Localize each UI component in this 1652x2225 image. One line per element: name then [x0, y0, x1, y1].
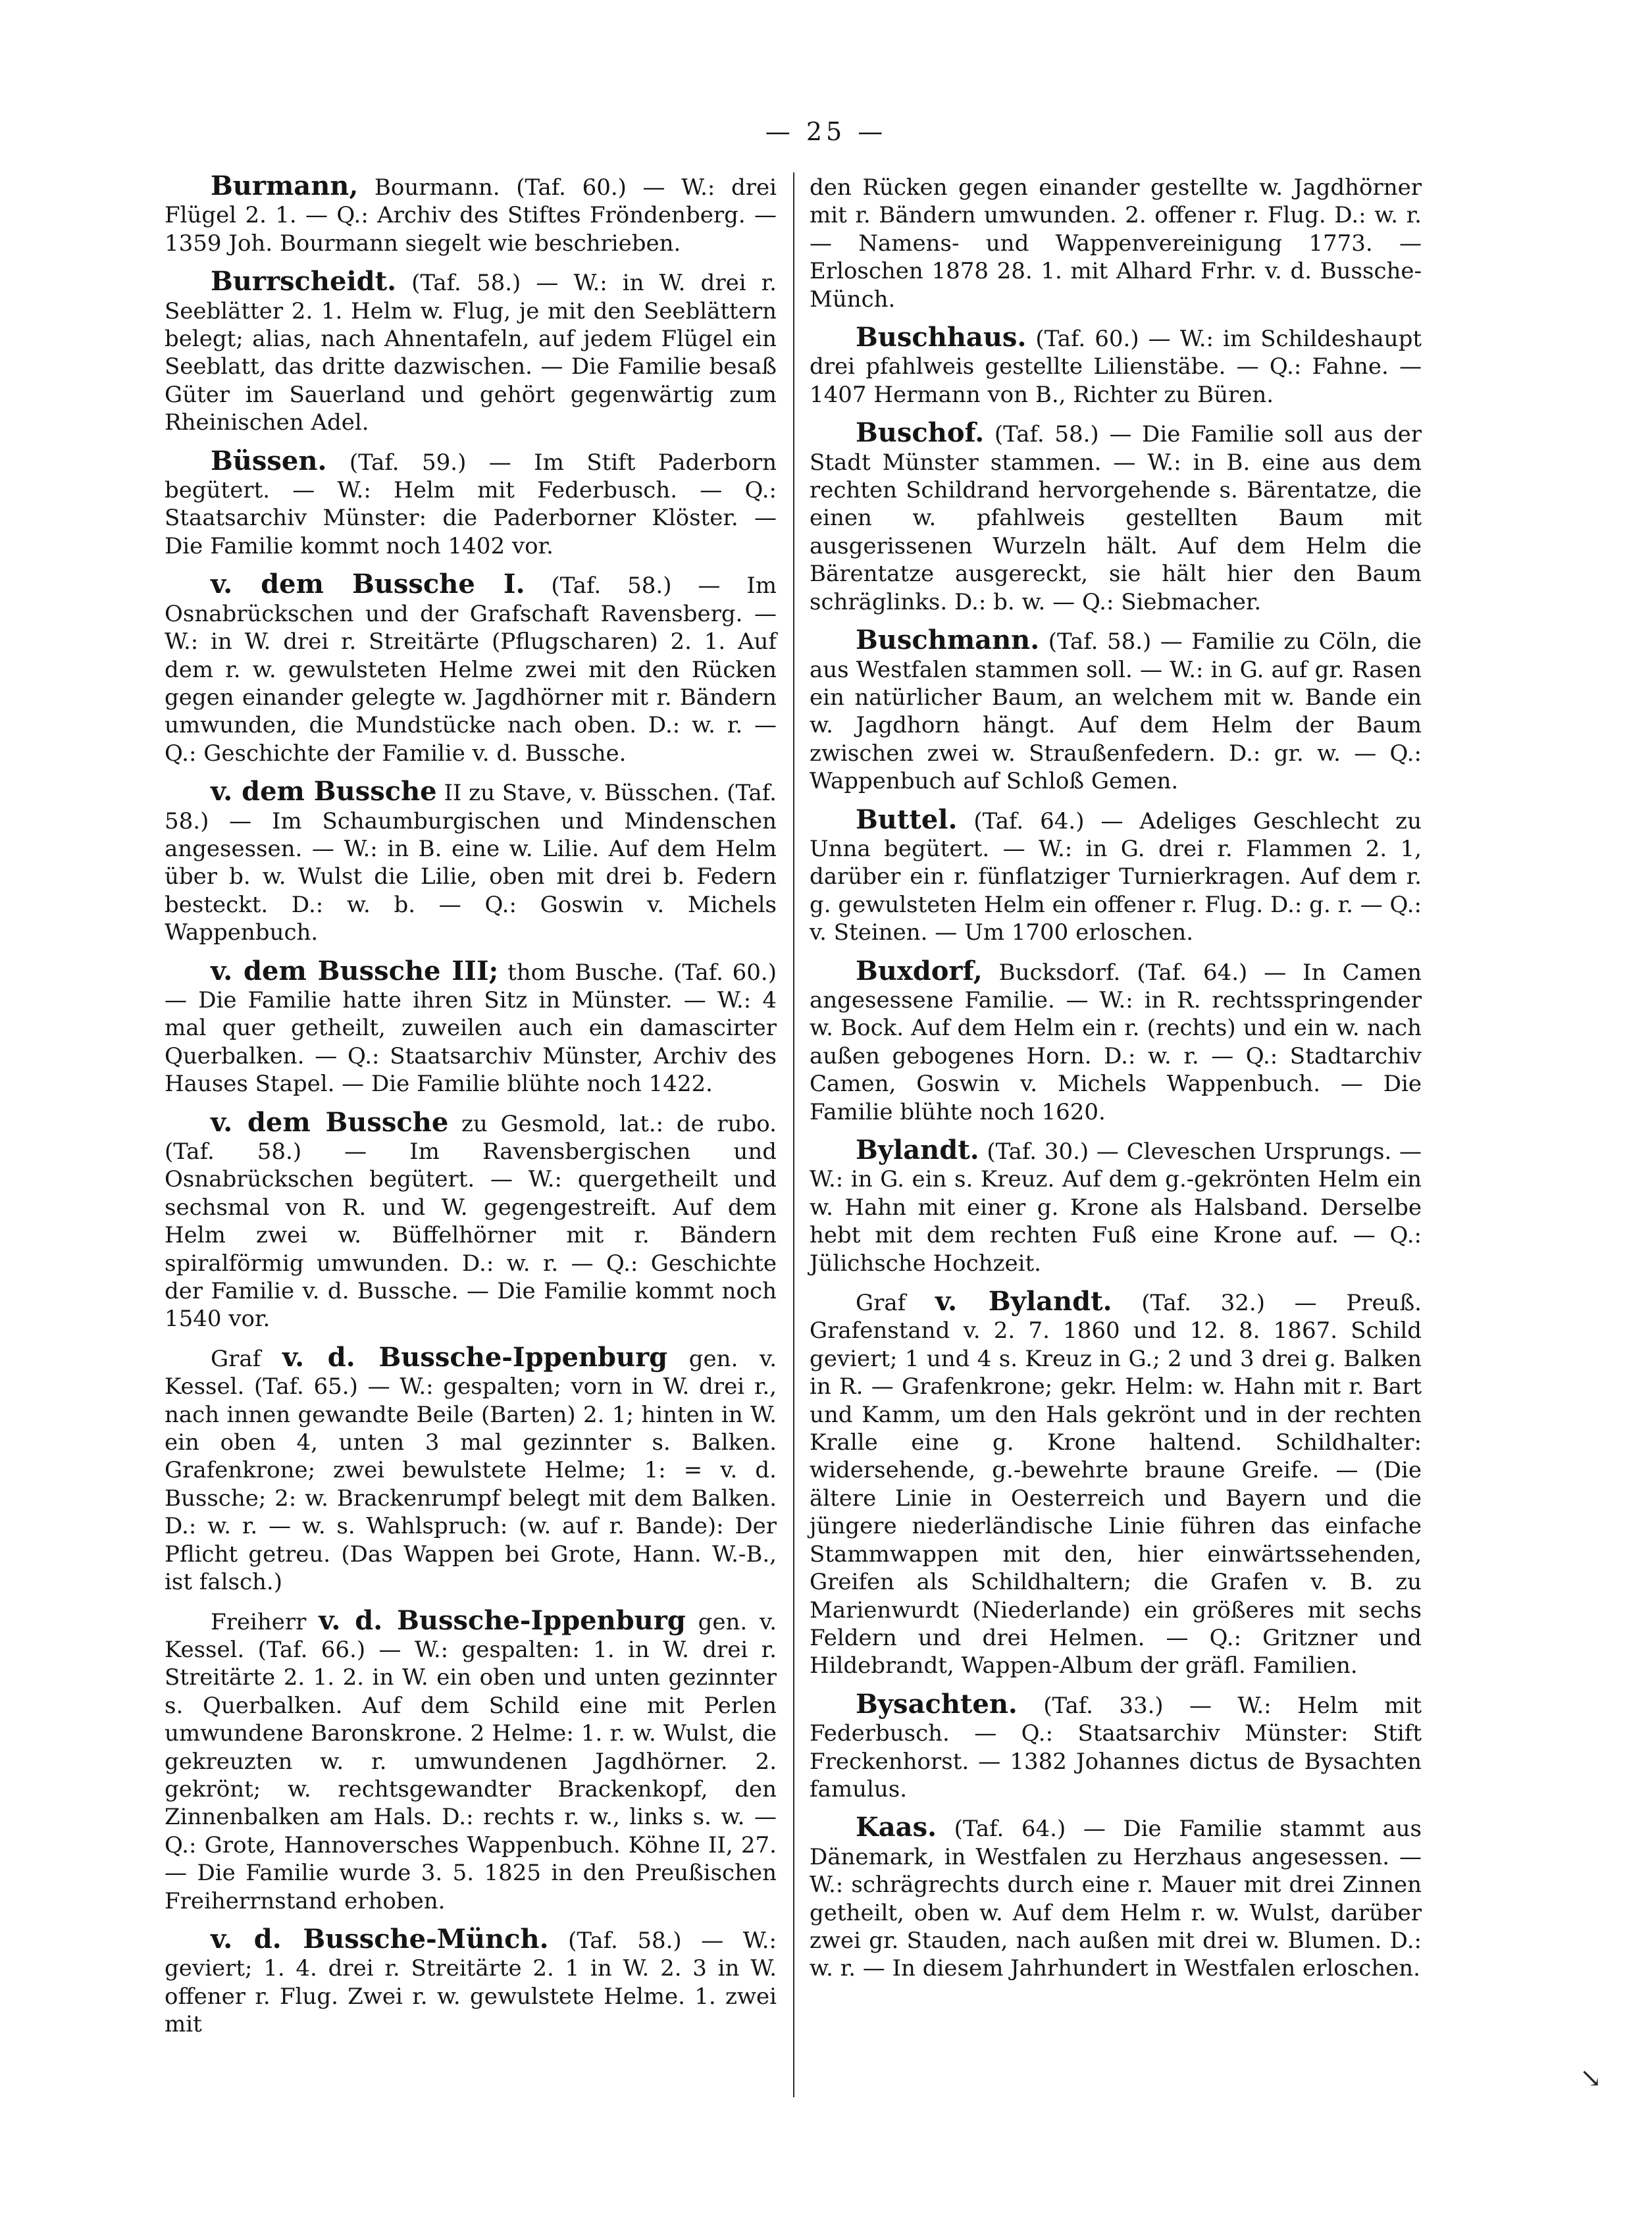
entry [165, 1106, 777, 1333]
right-column [810, 172, 1422, 1993]
entry [165, 445, 777, 561]
entry-heading: v. dem Bussche [211, 776, 437, 807]
entry [165, 571, 777, 767]
entry-text: (Taf. 64.) — Die Familie stammt aus Dänemark, in Westfalen zu Herzhaus angesessen. — W.: schrägrechts durch eine r. Mauer mit drei Zinnen getheilt, oben w. Auf dem Helm r. w. Wulst, darüber zwei gr. Stauden, nach außen mit drei w. Blumen. D.: w. r. — In diesem Jahrhundert in Westfalen erloschen. [810, 1816, 1422, 1982]
entry-text: den Rücken gegen einander gestellte w. Jagdhörner mit r. Bändern umwunden. 2. offener r. Flug. D.: w. r. — Namens- und Wappenvereinigung 1773. — Erloschen 1878 28. 1. mit Alhard Frhr. v. d. Bussche-Münch. [810, 174, 1422, 313]
entry [165, 778, 777, 946]
entry [810, 1137, 1422, 1277]
entry-text: II zu Stave, v. Büsschen. (Taf. 58.) — Im Schaumburgischen und Mindenschen angesessen. — W.: in B. eine w. Lilie. Auf dem Helm über b. w. Wulst die Lilie, oben mit drei b. Federn besteckt. D.: w. b. — Q.: Goswin v. Michels Wappenbuch. [165, 780, 777, 946]
entry-text: (Taf. 59.) — Im Stift Paderborn begütert. — W.: Helm mit Federbusch. — Q.: Staatsarchiv Münster: die Paderborner Klöster. — Die Familie kommt noch 1402 vor. [165, 449, 777, 559]
entry-text: (Taf. 58.) — W.: geviert; 1. 4. drei r. Streitärte 2. 1 in W. 2. 3 in W. offener r. Flug. Zwei r. w. gewulstete Helme. 1. zwei mit [165, 1927, 777, 2038]
entry-text: gen. v. Kessel. (Taf. 66.) — W.: gespalten: 1. in W. drei r. Streitärte 2. 1. 2. in W. ein oben und unten gezinnter s. Querbalken. Auf dem Schild eine mit Perlen umwundene Baronskrone. 2 Helme: 1. r. w. Wulst, die gekreuzten w. r. umwundenen Jagdhörner. 2. gekrönt; w. rechtsgewandter Brackenkopf, den Zinnenbalken am Hals. D.: rechts r. w., links s. w. — Q.: Grote, Hannoversches Wappenbuch. Köhne II, 27. — Die Familie wurde 3. 5. 1825 in den Preußischen Freiherrnstand erhoben. [165, 1608, 777, 1914]
entry-text: gen. v. Kessel. (Taf. 65.) — W.: gespalten; vorn in W. drei r., nach innen gewandte Beile (Barten) 2. 1; hinten in W. ein oben 4, unten 3 mal gezinnter s. Balken. Grafenkrone; zwei bewulstete Helme; 1: = v. d. Bussche; 2: w. Brackenrumpf belegt mit dem Balken. D.: w. r. — w. s. Wahlspruch: (w. auf r. Bande): Der Pflicht getreu. (Das Wappen bei Grote, Hann. W.-B., ist falsch.) [165, 1345, 777, 1596]
entry-text: (Taf. 30.) — Cleveschen Ursprungs. — W.: in G. ein s. Kreuz. Auf dem g.-gekrönten Helm ein w. Hahn mit einer g. Krone als Halsband. Derselbe hebt mit dem rechten Fuß eine Krone auf. — Q.: Jülichsche Hochzeit. [810, 1138, 1422, 1277]
entry-prefix: Graf [856, 1290, 935, 1317]
entry [165, 1604, 777, 1915]
entry [165, 268, 777, 436]
entry [810, 1688, 1422, 1804]
entry [810, 172, 1422, 313]
entry-heading: Büssen. [211, 445, 327, 476]
entry [165, 1341, 777, 1597]
entry-heading: v. Bylandt. [935, 1286, 1112, 1317]
entry [810, 419, 1422, 616]
entry-heading: Buttel. [856, 804, 958, 835]
entry-heading: v. dem Bussche [211, 1106, 449, 1138]
entry-text: thom Busche. (Taf. 60.) — Die Familie hatte ihren Sitz in Münster. — W.: 4 mal quer getheilt, zuweilen auch ein damascirter Querbalken. — Q.: Staatsarchiv Münster, Archiv des Hauses Stapel. — Die Familie blühte noch 1422. [165, 959, 777, 1098]
column-divider [793, 172, 794, 2097]
entry-heading: v. dem Bussche I. [211, 569, 525, 600]
entry-heading: Kaas. [856, 1812, 937, 1843]
entry-text: Bourmann. (Taf. 60.) — W.: drei Flügel 2. 1. — Q.: Archiv des Stiftes Fröndenberg. — 1359 Joh. Bourmann siegelt wie beschrieben. [165, 174, 777, 257]
entry [165, 172, 777, 257]
entry-text: Bucksdorf. (Taf. 64.) — In Camen angesessene Familie. — W.: in R. rechtsspringender w. Bock. Auf dem Helm ein r. (rechts) und ein w. nach außen gebogenes Horn. D.: w. r. — Q.: Stadtarchiv Camen, Goswin v. Michels Wappenbuch. — Die Familie blühte noch 1620. [810, 959, 1422, 1125]
entry [810, 1288, 1422, 1680]
entry-heading: Buschof. [856, 417, 985, 449]
entry-text: (Taf. 60.) — W.: im Schildeshaupt drei pfahlweis gestellte Lilienstäbe. — Q.: Fahne. — 1407 Hermann von B., Richter zu Büren. [810, 326, 1422, 408]
entry-text: (Taf. 33.) — W.: Helm mit Federbusch. — Q.: Staatsarchiv Münster: Stift Freckenhorst. — 1382 Johannes dictus de Bysachten famulus. [810, 1692, 1422, 1803]
entry [165, 1923, 777, 2039]
entry-heading: v. d. Bussche-Ippenburg [319, 1604, 686, 1636]
entry-heading: Buschmann. [856, 625, 1040, 656]
entry [810, 955, 1422, 1126]
entry-heading: Buschhaus. [856, 322, 1027, 353]
entry [810, 324, 1422, 409]
entry-prefix: Freiherr [211, 1608, 319, 1635]
entry-heading: v. dem Bussche III; [211, 955, 499, 986]
entry-heading: Bysachten. [856, 1688, 1018, 1720]
entry-text: (Taf. 58.) — W.: in W. drei r. Seeblätter 2. 1. Helm w. Flug, je mit den Seeblättern belegt; alias, nach Ahnentafeln, auf jedem Flügel ein Seeblatt, das dritte dazwischen. — Die Familie besaß Güter im Sauerland und gehört gegenwärtig zum Rheinischen Adel. [165, 270, 777, 436]
entry [810, 806, 1422, 947]
entry-heading: Bylandt. [856, 1135, 979, 1165]
entry-text: (Taf. 58.) — Im Osnabrückschen und der Grafschaft Ravensberg. — W.: in W. drei r. Streitärte (Pflugscharen) 2. 1. Auf dem r. w. gewulsteten Helme zwei mit den Rücken gegen einander gelegte w. Jagdhörner mit r. Bändern umwunden, die Mundstücke nach oben. D.: w. r. — Q.: Geschichte der Familie v. d. Bussche. [165, 573, 777, 767]
entry-text: (Taf. 32.) — Preuß. Grafenstand v. 2. 7. 1860 und 12. 8. 1867. Schild geviert; 1 und 4 s. Kreuz in G.; 2 und 3 drei g. Balken in R. — Grafenkrone; gekr. Helm: w. Hahn mit r. Bart und Kamm, um den Hals gekrönt und in der rechten Kralle eine g. Krone haltend. Schildhalter: widersehende, g.-bewehrte braune Greife. — (Die ältere Linie in Oesterreich und Bayern und die jüngere niederländische Linie führen das einfache Stammwappen mit den, hier einwärtssehenden, Greifen als Schildhaltern; die Grafen v. B. zu Marienwurdt (Niederlande) ein größeres mit sechs Feldern und drei Helmen. — Q.: Gritzner und Hildebrandt, Wappen-Album der gräfl. Familien. [810, 1290, 1422, 1679]
entry [165, 955, 777, 1098]
left-column [165, 172, 777, 2049]
entry-text: (Taf. 58.) — Familie zu Cöln, die aus Westfalen stammen soll. — W.: in G. auf gr. Rasen ein natürlicher Baum, an welchem mit w. Bande ein w. Jagdhorn hängt. Auf dem Helm der Baum zwischen zwei w. Straußenfedern. D.: gr. w. — Q.: Wappenbuch auf Schloß Gemen. [810, 628, 1422, 795]
entry-text: (Taf. 64.) — Adeliges Geschlecht zu Unna begütert. — W.: in G. drei r. Flammen 2. 1, darüber ein r. fünflatziger Turnierkragen. Auf dem r. g. gewulsteten Helm ein offener r. Flug. D.: g. r. — Q.: v. Steinen. — Um 1700 erloschen. [810, 807, 1422, 946]
entry [810, 1814, 1422, 1982]
entry-heading: Buxdorf, [856, 955, 983, 986]
margin-arrow-mark: ↘ [1580, 2063, 1602, 2093]
entry-heading: v. d. Bussche-Münch. [211, 1923, 549, 1955]
entry-text: (Taf. 58.) — Die Familie soll aus der Stadt Münster stammen. — W.: in B. eine aus dem rechten Schildrand hervorgehende s. Bärentatze, die einen w. pfahlweis gestellten Baum mit ausgerissenen Wurzeln hält. Auf dem Helm die Bärentatze ausgereckt, sie hält hier den Baum schräglinks. D.: b. w. — Q.: Siebmacher. [810, 421, 1422, 615]
entry [810, 627, 1422, 795]
page-number: — 25 — [765, 117, 887, 146]
entry-heading: Burmann, [211, 170, 359, 201]
entry-heading: Burrscheidt. [211, 266, 397, 297]
entry-prefix: Graf [211, 1345, 282, 1372]
entry-text: zu Gesmold, lat.: de rubo. (Taf. 58.) — Im Ravensbergischen und Osnabrückschen begütert. — W.: quergetheilt und sechsmal von R. und W. gegengestreift. Auf dem Helm zwei w. Büffelhörner mit r. Bändern spiralförmig umwunden. D.: w. r. — Q.: Geschichte der Familie v. d. Bussche. — Die Familie kommt noch 1540 vor. [165, 1110, 777, 1333]
entry-heading: v. d. Bussche-Ippenburg [282, 1341, 668, 1373]
